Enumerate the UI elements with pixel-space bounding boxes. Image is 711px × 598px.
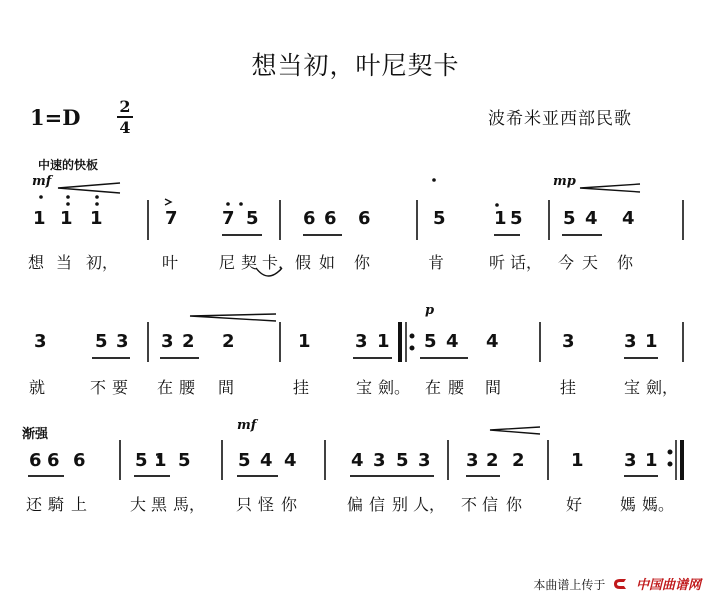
note: 3: [116, 331, 129, 352]
lyric: 肯: [428, 253, 445, 272]
tempo-marking: 中速的快板: [38, 158, 99, 172]
note: 6: [303, 208, 316, 229]
note: 6: [73, 450, 86, 471]
watermark-site: 中国曲谱网: [635, 578, 701, 593]
repeat-end: [668, 440, 682, 480]
time-signature-top: 2: [119, 97, 131, 116]
lyric: 初，: [86, 253, 119, 272]
lyric: 挂: [293, 378, 310, 397]
lyric: 宝: [356, 378, 373, 397]
note: 3: [161, 331, 174, 352]
note: 4: [585, 208, 598, 229]
articulation-dots: [39, 178, 502, 459]
note: 1: [33, 208, 46, 229]
dynamic-mf-2: mf: [237, 418, 257, 433]
note: 4: [446, 331, 459, 352]
note: 1: [154, 450, 167, 471]
note: 4: [622, 208, 635, 229]
note: 6: [358, 208, 371, 229]
note: 7: [165, 208, 178, 229]
lyric: 尼: [219, 253, 236, 272]
note: 5: [246, 208, 259, 229]
crescendo-hairpin-1: [58, 183, 120, 193]
note: 3: [624, 331, 637, 352]
note: 5: [563, 208, 576, 229]
note: 5: [396, 450, 409, 471]
lyric: 契: [241, 253, 258, 272]
note: 6: [29, 450, 42, 471]
lyric: 要: [112, 378, 129, 397]
note: 4: [284, 450, 297, 471]
lyric: 腰: [179, 378, 196, 397]
lyric: 在: [425, 378, 442, 397]
lyric: 叶: [162, 253, 179, 272]
lyric: 間: [485, 378, 502, 397]
hairpins: [58, 183, 640, 434]
note: 5: [238, 450, 251, 471]
lyric: 卡，: [262, 253, 295, 272]
key-signature: 1=D: [30, 105, 81, 130]
note: 3: [373, 450, 386, 471]
time-signature-bottom: 4: [119, 118, 131, 137]
crescendo-text: 渐强: [22, 427, 49, 442]
lyric: 宝: [624, 378, 641, 397]
song-title: 想当初，叶尼契卡: [251, 51, 460, 80]
note: 1: [645, 450, 658, 471]
note: 2: [486, 450, 499, 471]
lyric: 你: [354, 253, 371, 272]
lyric: 不: [461, 495, 478, 514]
note: 6: [324, 208, 337, 229]
lyric: 当: [56, 253, 73, 272]
dynamic-mp: mp: [553, 174, 576, 189]
lyric: 你: [281, 495, 298, 514]
lyric: 信: [369, 495, 386, 514]
song-origin: 波希米亚西部民歌: [488, 109, 632, 129]
note: 2: [182, 331, 195, 352]
note: 5: [95, 331, 108, 352]
note: 1: [571, 450, 584, 471]
lyric: 天: [582, 253, 599, 272]
note: 2: [222, 331, 235, 352]
lyric: 不: [90, 378, 107, 397]
lyric: 上: [71, 495, 88, 514]
lyric: 信: [482, 495, 499, 514]
note: 5: [135, 450, 148, 471]
note: 4: [260, 450, 273, 471]
note: 5: [178, 450, 191, 471]
lyric: 想: [28, 253, 45, 272]
lyric: 大: [130, 495, 147, 514]
lyric: 人，: [413, 495, 446, 514]
lyric: 还: [26, 495, 43, 514]
decrescendo-hairpin-2: [190, 314, 276, 321]
source-watermark: [533, 574, 701, 593]
note: 1: [298, 331, 311, 352]
note: 1: [645, 331, 658, 352]
note: 1: [494, 208, 507, 229]
note: 7: [222, 208, 235, 229]
lyric: 别: [392, 495, 409, 514]
site-logo-icon: [612, 578, 628, 590]
repeat-start: [400, 322, 414, 362]
lyric: 怪: [258, 495, 275, 514]
note: 5: [424, 331, 437, 352]
lyric: 媽。: [642, 495, 675, 514]
note: 3: [562, 331, 575, 352]
note: 3: [624, 450, 637, 471]
lyric: 在: [157, 378, 174, 397]
diminuendo-hairpin-1: [580, 184, 640, 192]
note: 1: [377, 331, 390, 352]
lyric: 就: [29, 378, 46, 397]
note: 1: [60, 208, 73, 229]
note: 3: [418, 450, 431, 471]
lyric: 只: [236, 495, 253, 514]
lyric: 如: [319, 253, 336, 272]
note: 2: [512, 450, 525, 471]
dynamic-mf-1: mf: [32, 174, 52, 189]
lyric: 騎: [48, 495, 65, 514]
lyric: 偏: [347, 495, 364, 514]
note: 6: [47, 450, 60, 471]
lyric: 你: [506, 495, 523, 514]
dynamic-p: p: [425, 303, 435, 318]
lyric: 好: [566, 495, 583, 514]
lyric: 劍。: [378, 378, 411, 397]
note: 3: [355, 331, 368, 352]
lyric: 你: [617, 253, 634, 272]
note: 3: [466, 450, 479, 471]
lyric: 劍，: [646, 378, 679, 397]
note: 3: [34, 331, 47, 352]
note: 5: [510, 208, 523, 229]
note: 1: [90, 208, 103, 229]
lyric: 媽: [620, 495, 637, 514]
note: 4: [351, 450, 364, 471]
lyric: 間: [218, 378, 235, 397]
lyric: 话，: [510, 253, 543, 272]
lyric: 腰: [448, 378, 465, 397]
lyric: 假: [295, 253, 312, 272]
lyric: 黑: [151, 495, 168, 514]
lyric: 挂: [560, 378, 577, 397]
accent-marks: [165, 199, 171, 205]
note: 4: [486, 331, 499, 352]
note: 5: [433, 208, 446, 229]
watermark-text: 本曲谱上传于: [533, 578, 606, 592]
lyric: 馬，: [173, 495, 206, 514]
lyric: 听: [489, 253, 506, 272]
decrescendo-hairpin-3: [490, 427, 540, 434]
lyric: 今: [558, 253, 575, 272]
